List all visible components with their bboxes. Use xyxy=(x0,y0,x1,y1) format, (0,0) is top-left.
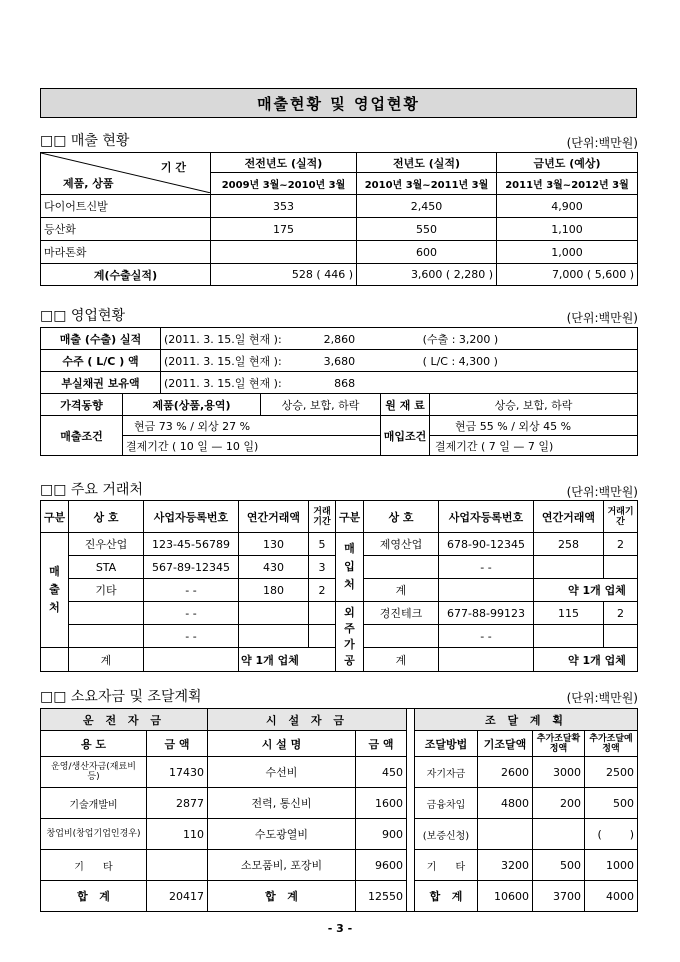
partner-amount: 258 xyxy=(534,533,604,556)
product-label: 제품(상품,용역) xyxy=(123,394,261,416)
sales-record-value xyxy=(161,328,638,350)
partner-period xyxy=(604,556,638,579)
partner-amount xyxy=(239,625,309,648)
table-row xyxy=(41,850,638,881)
partner-period xyxy=(309,625,336,648)
total-row xyxy=(41,881,638,912)
total-row xyxy=(41,264,638,286)
confirmed-cell xyxy=(533,819,585,850)
partner-name: 진우산업 xyxy=(69,533,144,556)
bad-debt-value xyxy=(161,372,638,394)
partner-amount: 180 xyxy=(239,579,309,602)
value-cell: 175 xyxy=(211,218,357,241)
funding-table xyxy=(40,708,638,912)
use-cell: 기 타 xyxy=(41,850,147,881)
record-amount: 3,680 xyxy=(323,354,356,368)
col2-label: 전년도 (실적) xyxy=(357,153,497,173)
partner-amount xyxy=(534,556,604,579)
fac-cell: 수선비 xyxy=(208,757,356,788)
h-reg: 사업자등록번호 xyxy=(439,501,534,533)
partner-reg: - - xyxy=(439,556,534,579)
sell-terms-label: 매출조건 xyxy=(41,416,123,456)
partner-amount xyxy=(534,625,604,648)
table-row xyxy=(41,757,638,788)
partner-amount: 430 xyxy=(239,556,309,579)
base-cell: 3200 xyxy=(478,850,533,881)
record-date: (2011. 3. 15.일 현재 ): xyxy=(164,354,282,368)
method-cell: 자기자금 xyxy=(415,757,478,788)
product-trend: 상승, 보합, 하락 xyxy=(261,394,381,416)
partner-amount: 130 xyxy=(239,533,309,556)
expected-cell: 1000 xyxy=(585,850,638,881)
base-cell: 2600 xyxy=(478,757,533,788)
partner-reg: 123-45-56789 xyxy=(144,533,239,556)
sales-table xyxy=(40,152,638,286)
buy-period xyxy=(430,436,638,456)
h-type: 구분 xyxy=(41,501,69,533)
record-date: (2011. 3. 15.일 현재 ): xyxy=(164,376,282,390)
record-lc: ( L/C : 4,300 ) xyxy=(422,354,498,368)
buy-cash-text: 현금 55 % / 외상 45 % xyxy=(455,419,572,433)
record-export: (수출 : 3,200 ) xyxy=(422,332,499,346)
fac-cell: 전력, 통신비 xyxy=(208,788,356,819)
value-cell: 353 xyxy=(211,195,357,218)
total-value: 7,000 ( 5,600 ) xyxy=(497,264,638,286)
amount-cell xyxy=(147,850,208,881)
base-cell xyxy=(478,819,533,850)
confirmed-cell: 200 xyxy=(533,788,585,819)
table-row xyxy=(41,195,638,218)
fac-amount-cell: 9600 xyxy=(356,850,407,881)
method-cell: (보증신청) xyxy=(415,819,478,850)
method-cell: 금융차입 xyxy=(415,788,478,819)
partner-reg: - - xyxy=(144,602,239,625)
op-total-amount: 20417 xyxy=(147,881,208,912)
partner-reg: 677-88-99123 xyxy=(439,602,534,625)
h-fac-name: 시 설 명 xyxy=(208,731,356,757)
h-amount: 금 액 xyxy=(147,731,208,757)
h-amount: 연간거래액 xyxy=(534,501,604,533)
sell-cash-text: 현금 73 % / 외상 27 % xyxy=(134,419,251,433)
expected-cell: 2500 xyxy=(585,757,638,788)
h-fac-amount: 금 액 xyxy=(356,731,407,757)
buy-period-text: 결제기간 ( 7 일 — 7 일) xyxy=(435,439,554,453)
h-reg: 사업자등록번호 xyxy=(144,501,239,533)
col2-period: 2010년 3월~2011년 3월 xyxy=(357,173,497,195)
spacer-column xyxy=(407,709,415,912)
fac-total-amount: 12550 xyxy=(356,881,407,912)
value-cell: 1,000 xyxy=(497,241,638,264)
op-total-label: 합 계 xyxy=(41,881,147,912)
product-name: 다이어트신발 xyxy=(41,195,211,218)
partner-period: 2 xyxy=(604,533,638,556)
table-row xyxy=(41,218,638,241)
h-type: 구분 xyxy=(336,501,364,533)
sales-corner-cell xyxy=(41,153,211,195)
confirmed-cell: 3000 xyxy=(533,757,585,788)
plan-title: 조 달 계 획 xyxy=(415,709,638,731)
order-label: 수주 ( L/C ) 액 xyxy=(41,350,161,372)
h-name: 상 호 xyxy=(69,501,144,533)
partner-reg: 678-90-12345 xyxy=(439,533,534,556)
partner-name xyxy=(69,602,144,625)
h-use: 용 도 xyxy=(41,731,147,757)
plan-total-label: 합 계 xyxy=(415,881,478,912)
buy-total-label: 계 xyxy=(364,579,439,602)
partner-period xyxy=(309,602,336,625)
out-total-count: 약 1개 업체 xyxy=(534,648,638,672)
order-value xyxy=(161,350,638,372)
partner-name xyxy=(364,625,439,648)
bad-debt-label: 부실채권 보유액 xyxy=(41,372,161,394)
h-base: 기조달액 xyxy=(478,731,533,757)
table-row xyxy=(41,788,638,819)
business-heading: □□ 영업현황 xyxy=(40,308,126,324)
partner-name: 제영산업 xyxy=(364,533,439,556)
base-cell: 4800 xyxy=(478,788,533,819)
partner-name xyxy=(364,556,439,579)
business-table xyxy=(40,327,638,456)
sell-period: 결제기간 ( 10 일 — 10 일) xyxy=(123,436,381,456)
funding-heading: □□ 소요자금 및 조달계획 xyxy=(40,689,202,705)
product-name: 등산화 xyxy=(41,218,211,241)
business-unit: (단위:백만원) xyxy=(566,311,638,325)
material-label: 원 재 료 xyxy=(381,394,430,416)
value-cell: 550 xyxy=(357,218,497,241)
partner-name: 경진테크 xyxy=(364,602,439,625)
method-cell: 기 타 xyxy=(415,850,478,881)
sales-group-label: 매출처 xyxy=(41,533,69,648)
h-period: 거래기간 xyxy=(604,501,638,533)
col1-period: 2009년 3월~2010년 3월 xyxy=(211,173,357,195)
use-cell: 운영/생산자금(재료비 등) xyxy=(41,757,147,788)
record-date: (2011. 3. 15.일 현재 ): xyxy=(164,332,282,346)
amount-cell: 2877 xyxy=(147,788,208,819)
value-cell: 2,450 xyxy=(357,195,497,218)
fac-cell: 소모품비, 포장비 xyxy=(208,850,356,881)
plan-total-base: 10600 xyxy=(478,881,533,912)
buy-terms-label: 매입조건 xyxy=(381,416,430,456)
total-value: 528 ( 446 ) xyxy=(211,264,357,286)
h-name: 상 호 xyxy=(364,501,439,533)
col3-label: 금년도 (예상) xyxy=(497,153,638,173)
partner-reg: - - xyxy=(439,625,534,648)
col1-label: 전전년도 (실적) xyxy=(211,153,357,173)
partners-unit: (단위:백만원) xyxy=(566,485,638,499)
partner-period xyxy=(604,625,638,648)
value-cell: 4,900 xyxy=(497,195,638,218)
sales-heading: □□ 매출 현황 xyxy=(40,133,130,149)
use-cell: 창업비(창업기업인경우) xyxy=(41,819,147,850)
total-value: 3,600 ( 2,280 ) xyxy=(357,264,497,286)
total-label: 계(수출실적) xyxy=(41,264,211,286)
partner-amount: 115 xyxy=(534,602,604,625)
expected-cell: 500 xyxy=(585,788,638,819)
plan-total-expected: 4000 xyxy=(585,881,638,912)
product-name: 마라톤화 xyxy=(41,241,211,264)
value-cell xyxy=(211,241,357,264)
partner-reg: 567-89-12345 xyxy=(144,556,239,579)
partner-name: STA xyxy=(69,556,144,579)
partner-name: 기타 xyxy=(69,579,144,602)
price-trend-label: 가격동향 xyxy=(41,394,123,416)
buy-group-label: 매입처 xyxy=(336,533,364,602)
fac-fund-title: 시 설 자 금 xyxy=(208,709,407,731)
corner-period-label: 기 간 xyxy=(160,161,186,174)
partner-period: 3 xyxy=(309,556,336,579)
confirmed-cell: 500 xyxy=(533,850,585,881)
corner-product-label: 제품, 상품 xyxy=(63,177,114,190)
partner-name xyxy=(69,625,144,648)
h-method: 조달방법 xyxy=(415,731,478,757)
material-trend: 상승, 보합, 하락 xyxy=(430,394,638,416)
partners-table xyxy=(40,500,638,672)
op-fund-title: 운 전 자 금 xyxy=(41,709,208,731)
h-amount: 연간거래액 xyxy=(239,501,309,533)
partner-reg: - - xyxy=(144,579,239,602)
fac-amount-cell: 900 xyxy=(356,819,407,850)
amount-cell: 17430 xyxy=(147,757,208,788)
fac-amount-cell: 1600 xyxy=(356,788,407,819)
buy-total-count: 약 1개 업체 xyxy=(534,579,638,602)
partners-heading: □□ 주요 거래처 xyxy=(40,482,143,498)
record-amount: 868 xyxy=(334,376,356,390)
use-cell: 기술개발비 xyxy=(41,788,147,819)
partner-period: 2 xyxy=(604,602,638,625)
col3-period: 2011년 3월~2012년 3월 xyxy=(497,173,638,195)
page-title: 매출현황 및 영업현황 xyxy=(40,88,637,118)
partner-reg: - - xyxy=(144,625,239,648)
amount-cell: 110 xyxy=(147,819,208,850)
page-number: - 3 - xyxy=(327,922,353,935)
table-row xyxy=(41,241,638,264)
out-total-label: 계 xyxy=(364,648,439,672)
fac-total-label: 합 계 xyxy=(208,881,356,912)
value-cell: 1,100 xyxy=(497,218,638,241)
partner-period: 5 xyxy=(309,533,336,556)
sales-record-label: 매출 (수출) 실적 xyxy=(41,328,161,350)
buy-cash xyxy=(430,416,638,436)
h-period: 거래기간 xyxy=(309,501,336,533)
h-expected: 추가조달예정액 xyxy=(585,731,638,757)
partner-period: 2 xyxy=(309,579,336,602)
funding-unit: (단위:백만원) xyxy=(566,691,638,705)
sales-total-label: 계 xyxy=(69,648,144,672)
fac-cell: 수도광열비 xyxy=(208,819,356,850)
sell-cash xyxy=(123,416,381,436)
sales-total-count: 약 1개 업체 xyxy=(239,648,336,672)
record-amount: 2,860 xyxy=(323,332,356,346)
sales-unit: (단위:백만원) xyxy=(566,136,638,150)
table-row xyxy=(41,819,638,850)
plan-total-confirmed: 3700 xyxy=(533,881,585,912)
value-cell: 600 xyxy=(357,241,497,264)
fac-amount-cell: 450 xyxy=(356,757,407,788)
outsource-group-label: 외주가공 xyxy=(336,602,364,672)
partner-amount xyxy=(239,602,309,625)
h-confirmed: 추가조달확정액 xyxy=(533,731,585,757)
expected-cell: ( ) xyxy=(585,819,638,850)
